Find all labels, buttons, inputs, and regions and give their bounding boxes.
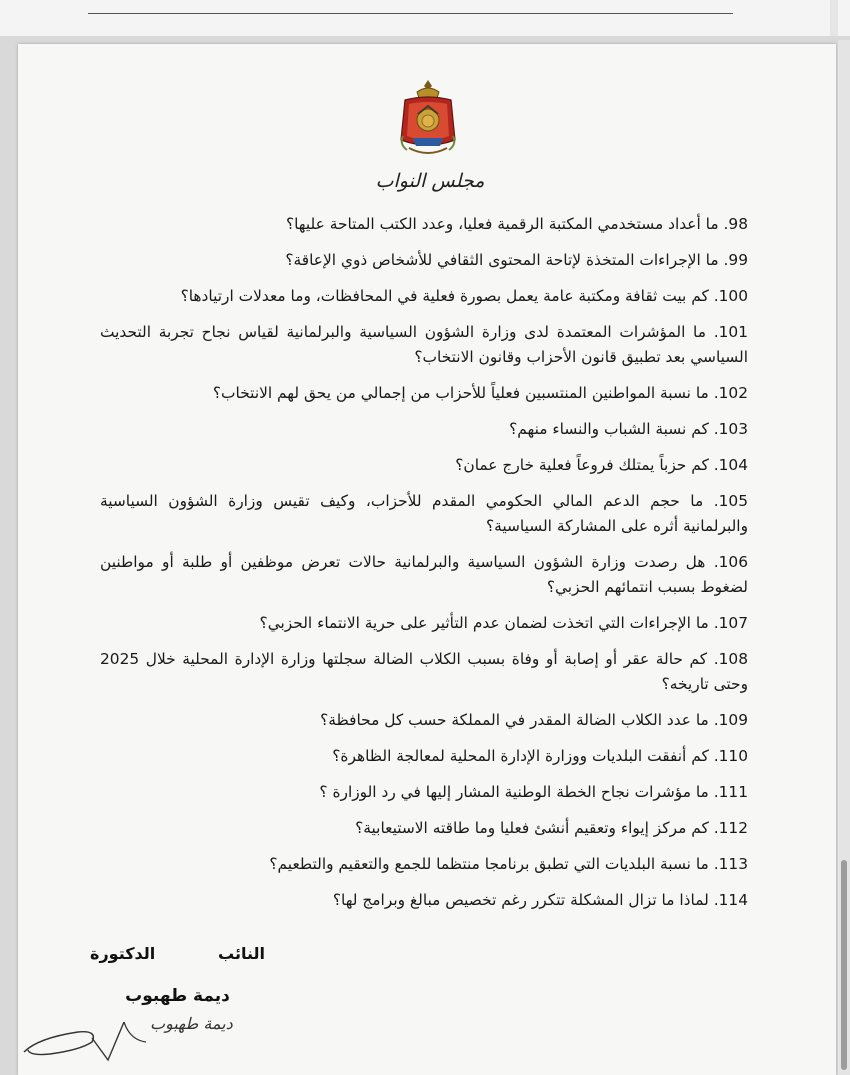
list-item — [100, 248, 748, 273]
parliament-name: مجلس النواب — [375, 170, 485, 192]
question-text: ما نسبة المواطنين المنتسبين فعلياً للأحزاب من إجمالي من يحق لهم الانتخاب؟ — [212, 384, 709, 402]
handwritten-name: ديمة طهبوب — [150, 1014, 233, 1033]
question-text: هل رصدت وزارة الشؤون السياسية والبرلمانية حالات تعرض موظفين أو طلبة أو مواطنين لضغوط بسبب انتمائهم الحزبي؟ — [100, 553, 748, 596]
list-item — [100, 780, 748, 805]
list-item — [100, 212, 748, 237]
list-item — [100, 708, 748, 733]
question-text: كم حالة عقر أو إصابة أو وفاة بسبب الكلاب الضالة سجلتها وزارة الإدارة المحلية خلال 2025 وحتى تاريخه؟ — [100, 650, 748, 693]
list-item — [100, 647, 748, 697]
list-item — [100, 284, 748, 309]
list-item — [100, 852, 748, 877]
question-number: 109. — [713, 711, 748, 729]
list-item — [100, 381, 748, 406]
question-number: 104. — [713, 456, 748, 474]
scrollbar-thumb[interactable] — [841, 860, 847, 1070]
question-text: كم حزباً يمتلك فروعاً فعلية خارج عمان؟ — [455, 456, 709, 474]
question-text: ما المؤشرات المعتمدة لدى وزارة الشؤون السياسية والبرلمانية لقياس نجاح تجربة التحديث السياسي بعد تطبيق قانون الأحزاب وقانون الانتخاب؟ — [100, 323, 748, 366]
jordan-coat-of-arms-icon — [395, 78, 461, 162]
question-number: 99. — [723, 251, 748, 269]
question-text: ما حجم الدعم المالي الحكومي المقدم للأحزاب، وكيف تقيس وزارة الشؤون السياسية والبرلمانية أثره على المشاركة السياسية؟ — [100, 492, 748, 535]
question-text: كم مركز إيواء وتعقيم أنشئ فعليا وما طاقته الاستيعابية؟ — [355, 819, 709, 837]
questions-list — [100, 212, 748, 924]
list-item — [100, 816, 748, 841]
question-text: ما نسبة البلديات التي تطبق برنامجا منتظما للجمع والتعقيم والتطعيم؟ — [269, 855, 709, 873]
question-number: 100. — [713, 287, 748, 305]
question-text: كم أنفقت البلديات ووزارة الإدارة المحلية لمعالجة الظاهرة؟ — [332, 747, 709, 765]
question-text: ما الإجراءات التي اتخذت لضمان عدم التأثير على حرية الانتماء الحزبي؟ — [259, 614, 709, 632]
question-number: 107. — [713, 614, 748, 632]
question-number: 108. — [713, 650, 748, 668]
list-item — [100, 489, 748, 539]
question-text: كم بيت ثقافة ومكتبة عامة يعمل بصورة فعلية في المحافظات، وما معدلات ارتيادها؟ — [180, 287, 709, 305]
list-item — [100, 453, 748, 478]
list-item — [100, 320, 748, 370]
list-item — [100, 550, 748, 600]
list-item — [100, 888, 748, 913]
list-item — [100, 611, 748, 636]
signature-block — [90, 944, 265, 1006]
question-number: 103. — [713, 420, 748, 438]
question-number: 101. — [713, 323, 748, 341]
list-item — [100, 417, 748, 442]
question-number: 111. — [713, 783, 748, 801]
handwritten-signature — [20, 1010, 265, 1070]
vertical-scrollbar[interactable] — [838, 40, 850, 1075]
question-text: ما الإجراءات المتخذة لإتاحة المحتوى الثقافي للأشخاص ذوي الإعاقة؟ — [285, 251, 719, 269]
question-number: 105. — [713, 492, 748, 510]
list-item — [100, 744, 748, 769]
question-text: ما أعداد مستخدمي المكتبة الرقمية فعليا، وعدد الكتب المتاحة عليها؟ — [285, 215, 719, 233]
question-text: كم نسبة الشباب والنساء منهم؟ — [509, 420, 709, 438]
question-number: 106. — [713, 553, 748, 571]
question-text: ما مؤشرات نجاح الخطة الوطنية المشار إليها في رد الوزارة ؟ — [319, 783, 709, 801]
question-number: 98. — [723, 215, 748, 233]
question-text: ما عدد الكلاب الضالة المقدر في المملكة حسب كل محافظة؟ — [320, 711, 709, 729]
question-number: 113. — [713, 855, 748, 873]
signatory-title: النائب الدكتورة — [90, 944, 265, 963]
question-number: 112. — [713, 819, 748, 837]
question-number: 114. — [713, 891, 748, 909]
signatory-name: ديمة طهبوب — [125, 986, 230, 1006]
header-rule — [88, 13, 733, 14]
question-text: لماذا ما تزال المشكلة تتكرر رغم تخصيص مبالغ وبرامج لها؟ — [332, 891, 709, 909]
question-number: 110. — [713, 747, 748, 765]
top-scroll-track — [830, 0, 838, 36]
previous-page-strip — [0, 0, 850, 36]
question-number: 102. — [713, 384, 748, 402]
